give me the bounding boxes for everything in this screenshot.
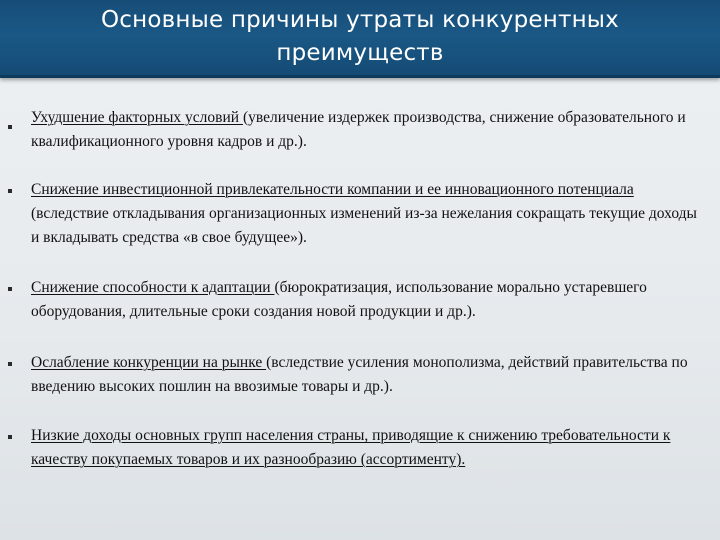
bullet-text bbox=[31, 351, 703, 399]
bullet-marker-icon bbox=[8, 435, 12, 439]
bullet-marker-icon bbox=[8, 125, 12, 129]
bullet-key-phrase: Ухудшение факторных условий bbox=[31, 109, 243, 126]
bullet-marker-icon bbox=[8, 189, 12, 193]
bullet-text bbox=[31, 424, 703, 472]
bullet-explanation: (бюрократизация, использование морально устаревшего оборудования, длительные сроки создания новой продукции и др.). bbox=[31, 279, 647, 320]
slide-title-line-1: Основные причины утраты конкурентных bbox=[101, 7, 619, 33]
bullet-text bbox=[31, 178, 703, 250]
bullet-explanation: (вследствие откладывания организационных изменений из-за нежелания сокращать текущие доходы и вкладывать средства «в свое будущее»). bbox=[31, 205, 697, 246]
bullet-key-phrase: Ослабление конкуренции на рынке bbox=[31, 354, 267, 371]
bullet-marker-icon bbox=[8, 362, 12, 366]
slide-title-line-2: преимуществ bbox=[276, 40, 444, 66]
bullet-text bbox=[31, 276, 703, 324]
bullet-marker-icon bbox=[8, 287, 12, 291]
bullet-key-phrase: Снижение способности к адаптации bbox=[31, 279, 275, 296]
bullet-text bbox=[31, 106, 703, 154]
bullet-key-phrase: Снижение инвестиционной привлекательности компании и ее инновационного потенциала bbox=[31, 181, 634, 198]
slide-title bbox=[0, 4, 720, 70]
title-bar bbox=[0, 0, 720, 78]
bullet-explanation: (вследствие усиления монополизма, действий правительства по введению высоких пошлин на ввозимые товары и др.). bbox=[31, 354, 688, 395]
bullet-explanation: (увеличение издержек производства, снижение образовательного и квалификационного уровня кадров и др.). bbox=[31, 109, 686, 150]
bullet-key-phrase: Низкие доходы основных групп населения страны, приводящие к снижению требовательности к качеству покупаемых товаров и их разнообразию (ассортименту). bbox=[31, 427, 671, 468]
